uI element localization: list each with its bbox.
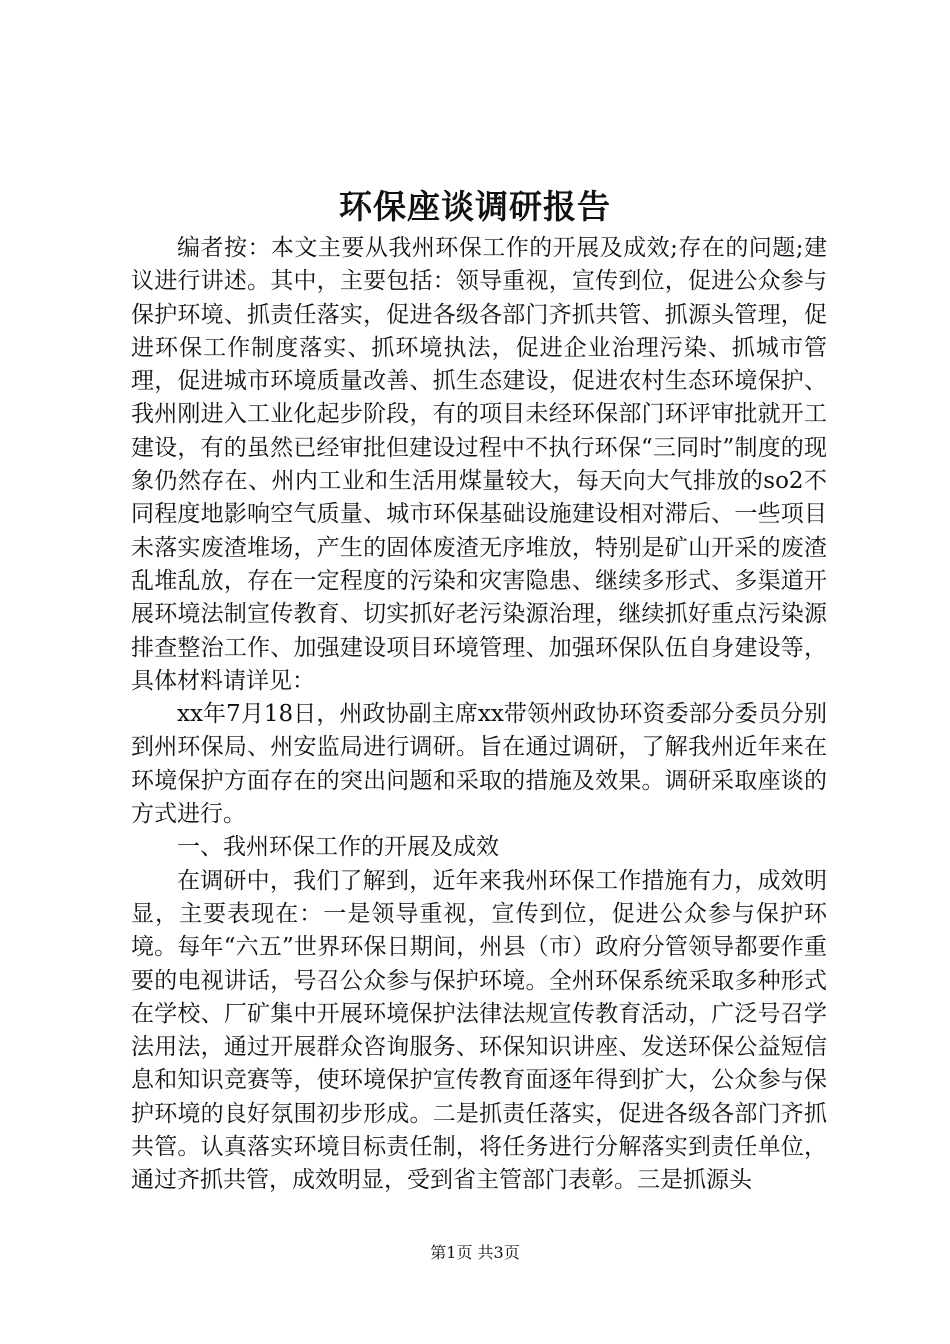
section-heading-1: 一、我州环保工作的开展及成效: [177, 834, 499, 861]
document-body: [131, 232, 827, 1198]
paragraph-intro: xx年7月18日，州政协副主席xx带领州政协环资委部分委员分别到州环保局、州安监局进行调研。旨在通过调研，了解我州近年来在环境保护方面存在的突出问题和采取的措施及效果。调研采取座谈的方式进行。: [131, 701, 827, 828]
paragraph-section-1: 在调研中，我们了解到，近年来我州环保工作措施有力，成效明显，主要表现在：一是领导重视，宣传到位，促进公众参与保护环境。每年“六五”世界环保日期间，州县（市）政府分管领导都要作重要的电视讲话，号召公众参与保护环境。全州环保系统采取多种形式在学校、厂矿集中开展环境保护法律法规宣传教育活动，广泛号召学法用法，通过开展群众咨询服务、环保知识讲座、发送环保公益短信息和知识竞赛等，使环境保护宣传教育面逐年得到扩大，公众参与保护环境的良好氛围初步形成。二是抓责任落实，促进各级各部门齐抓共管。认真落实环境目标责任制，将任务进行分解落实到责任单位，通过齐抓共管，成效明显，受到省主管部门表彰。三是抓源头: [131, 867, 827, 1194]
document-title: 环保座谈调研报告: [339, 187, 611, 226]
paragraph-editor-note: 编者按：本文主要从我州环保工作的开展及成效;存在的问题;建议进行讲述。其中，主要包括：领导重视，宣传到位，促进公众参与保护环境、抓责任落实，促进各级各部门齐抓共管、抓源头管理，促进环保工作制度落实、抓环境执法，促进企业治理污染、抓城市管理，促进城市环境质量改善、抓生态建设，促进农村生态环境保护、我州刚进入工业化起步阶段，有的项目未经环保部门环评审批就开工建设，有的虽然已经审批但建设过程中不执行环保“三同时”制度的现象仍然存在、州内工业和生活用煤量较大，每天向大气排放的so2不同程度地影响空气质量、城市环保基础设施建设相对滞后、一些项目未落实废渣堆场，产生的固体废渣无序堆放，特别是矿山开采的废渣乱堆乱放，存在一定程度的污染和灾害隐患、继续多形式、多渠道开展环境法制宣传教育、切实抓好老污染源治理，继续抓好重点污染源排查整治工作、加强建设项目环境管理、加强环保队伍自身建设等，具体材料请详见：: [131, 235, 827, 694]
page-footer: 第1页 共3页: [430, 1243, 520, 1262]
